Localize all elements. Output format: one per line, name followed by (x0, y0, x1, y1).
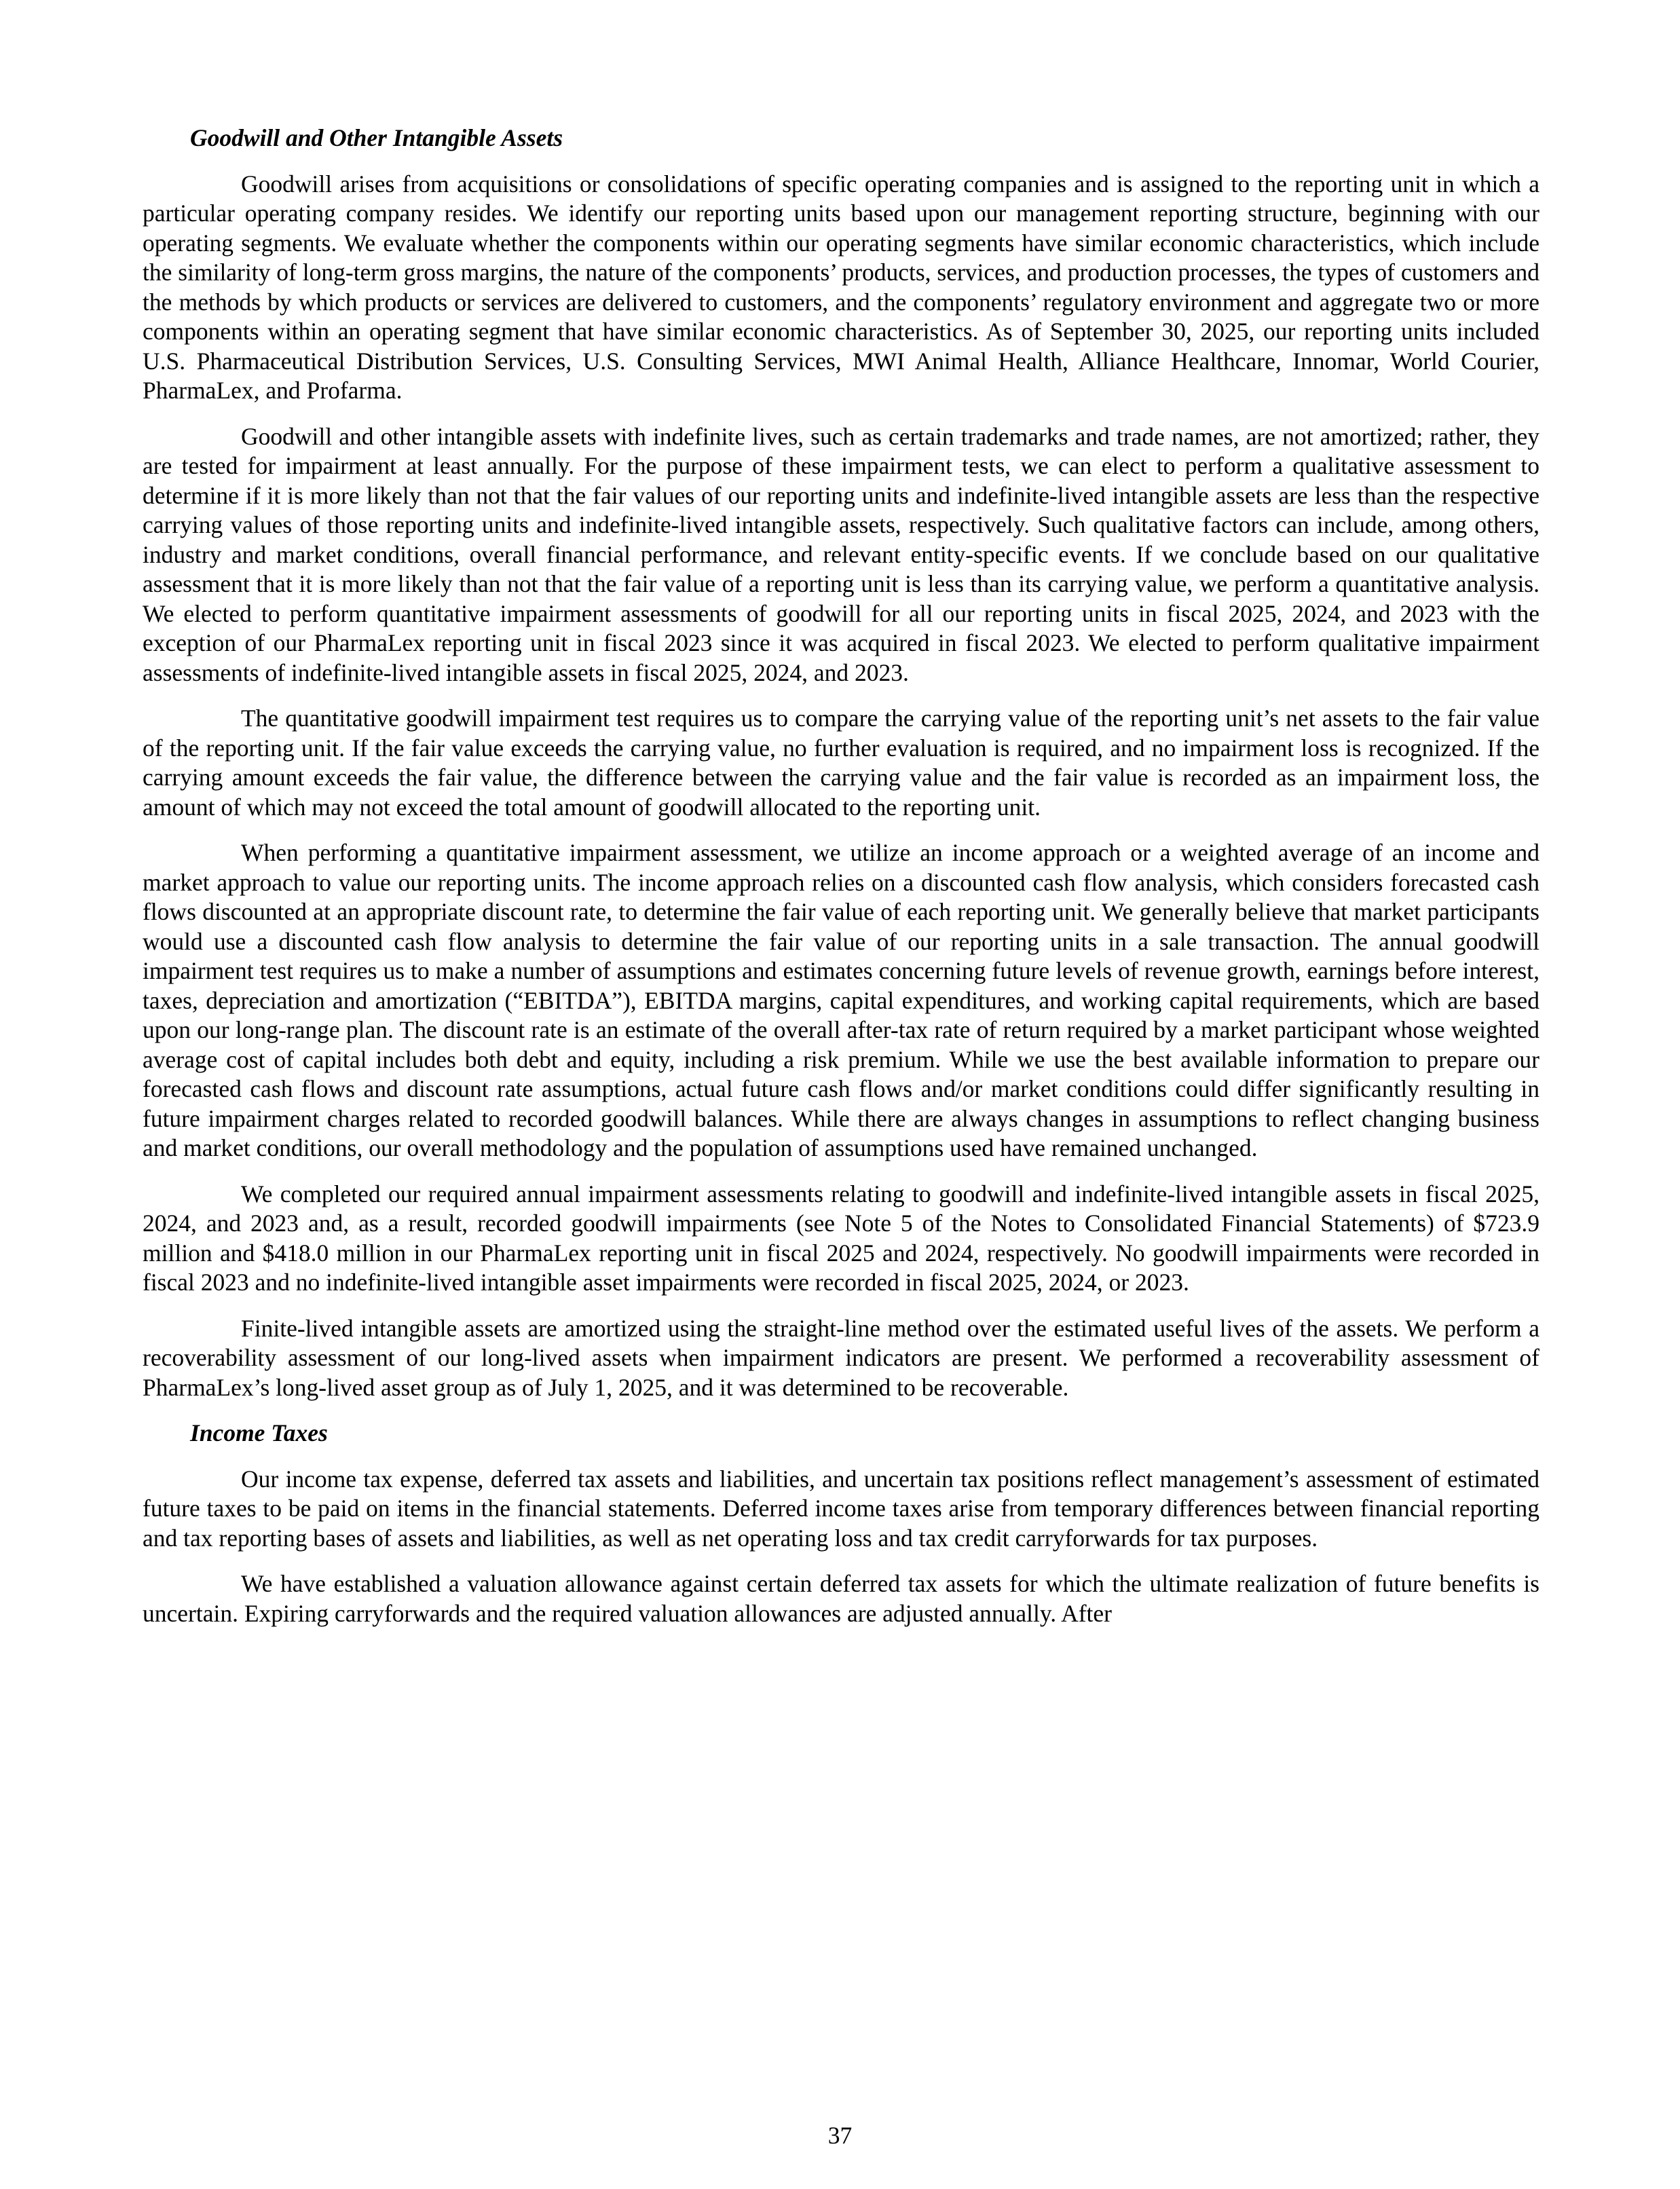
paragraph-income-tax-expense: Our income tax expense, deferred tax assets and liabilities, and uncertain tax positions reflect management’s assessment of estimated future taxes to be paid on items in the financial statements. Deferred income taxes arise from temporary differences between financial reporting and tax reporting bases of assets and liabilities, as well as net operating loss and tax credit carryforwards for tax purposes. (143, 1465, 1539, 1552)
paragraph-goodwill-indefinite-lives: Goodwill and other intangible assets with indefinite lives, such as certain trademarks and trade names, are not amortized; rather, they are tested for impairment at least annually. For the purpose of these impairment tests, we can elect to perform a qualitative assessment to determine if it is more likely than not that the fair values of our reporting units and indefinite-lived intangible assets are less than the respective carrying values of those reporting units and indefinite-lived intangible assets, respectively. Such qualitative factors can include, among others, industry and market conditions, overall financial performance, and relevant entity-specific events. If we conclude based on our qualitative assessment that it is more likely than not that the fair value of a reporting unit is less than its carrying value, we perform a quantitative analysis. We elected to perform quantitative impairment assessments of goodwill for all our reporting units in fiscal 2025, 2024, and 2023 with the exception of our PharmaLex reporting unit in fiscal 2023 since it was acquired in fiscal 2023. We elected to perform qualitative impairment assessments of indefinite-lived intangible assets in fiscal 2025, 2024, and 2023. (143, 422, 1539, 686)
paragraph-income-approach: When performing a quantitative impairment assessment, we utilize an income approach or a weighted average of an income and market approach to value our reporting units. The income approach relies on a discounted cash flow analysis, which considers forecasted cash flows discounted at an appropriate discount rate, to determine the fair value of each reporting unit. We generally believe that market participants would use a discounted cash flow analysis to determine the fair value of our reporting units in a sale transaction. The annual goodwill impairment test requires us to make a number of assumptions and estimates concerning future levels of revenue growth, earnings before interest, taxes, depreciation and amortization (“EBITDA”), EBITDA margins, capital expenditures, and working capital requirements, which are based upon our long-range plan. The discount rate is an estimate of the overall after-tax rate of return required by a market participant whose weighted average cost of capital includes both debt and equity, including a risk premium. While we use the best available information to prepare our forecasted cash flows and discount rate assumptions, actual future cash flows and/or market conditions could differ significantly resulting in future impairment charges related to recorded goodwill balances. While there are always changes in assumptions to reflect changing business and market conditions, our overall methodology and the population of assumptions used have remained unchanged. (143, 839, 1539, 1161)
paragraph-finite-lived-assets: Finite-lived intangible assets are amortized using the straight-line method over the estimated useful lives of the assets. We perform a recoverability assessment of our long-lived assets when impairment indicators are present. We performed a recoverability assessment of PharmaLex’s long-lived asset group as of July 1, 2025, and it was determined to be recoverable. (143, 1314, 1539, 1401)
section-heading-goodwill: Goodwill and Other Intangible Assets (190, 124, 563, 151)
section-heading-income-taxes: Income Taxes (190, 1419, 328, 1446)
page-number: 37 (827, 2122, 853, 2149)
paragraph-valuation-allowance: We have established a valuation allowance against certain deferred tax assets for which the ultimate realization of future benefits is uncertain. Expiring carryforwards and the required valuation allowances are adjusted annually. After (143, 1570, 1539, 1627)
document-page (143, 124, 1539, 1645)
paragraph-goodwill-reporting-units: Goodwill arises from acquisitions or consolidations of specific operating companies and is assigned to the reporting unit in which a particular operating company resides. We identify our reporting units based upon our management reporting structure, beginning with our operating segments. We evaluate whether the components within our operating segments have similar economic characteristics, which include the similarity of long-term gross margins, the nature of the components’ products, services, and production processes, the types of customers and the methods by which products or services are delivered to customers, and the components’ regulatory environment and aggregate two or more components within an operating segment that have similar economic characteristics. As of September 30, 2025, our reporting units included U.S. Pharmaceutical Distribution Services, U.S. Consulting Services, MWI Animal Health, Alliance Healthcare, Innomar, World Courier, PharmaLex, and Profarma. (143, 170, 1539, 404)
paragraph-annual-impairment-results: We completed our required annual impairment assessments relating to goodwill and indefinite-lived intangible assets in fiscal 2025, 2024, and 2023 and, as a result, recorded goodwill impairments (see Note 5 of the Notes to Consolidated Financial Statements) of $723.9 million and $418.0 million in our PharmaLex reporting unit in fiscal 2025 and 2024, respectively. No goodwill impairments were recorded in fiscal 2023 and no indefinite-lived intangible asset impairments were recorded in fiscal 2025, 2024, or 2023. (143, 1180, 1539, 1296)
paragraph-quantitative-impairment-test: The quantitative goodwill impairment test requires us to compare the carrying value of the reporting unit’s net assets to the fair value of the reporting unit. If the fair value exceeds the carrying value, no further evaluation is required, and no impairment loss is recognized. If the carrying amount exceeds the fair value, the difference between the carrying value and the fair value is recorded as an impairment loss, the amount of which may not exceed the total amount of goodwill allocated to the reporting unit. (143, 705, 1539, 821)
